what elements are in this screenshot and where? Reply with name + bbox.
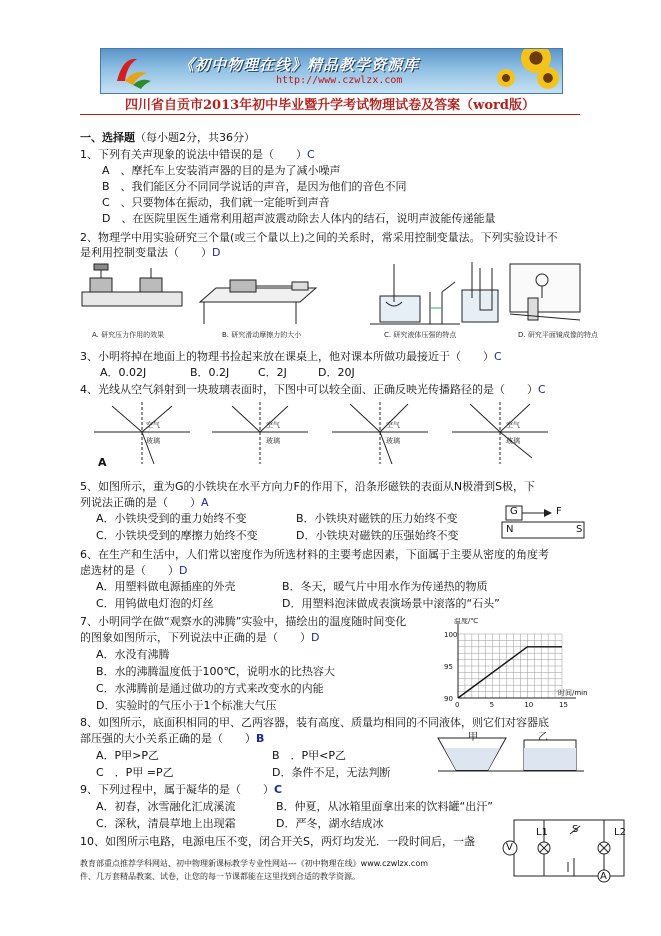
y-tick-label: 90 [444,695,453,703]
q4-label-glass: 玻璃 [266,437,280,445]
q5-label-g: G [510,506,518,517]
q10-label-a: A [600,871,607,882]
chart-axes [458,624,576,698]
chart-x-label: 时间/min [558,689,588,697]
footer-line1: 教育部重点推荐学科网站、初中物理新课标教学专业性网站---《初中物理在线》www.czwlzx.com [80,859,429,868]
q3-option-d: D．20J [318,366,355,379]
site-logo-icon [111,51,153,91]
q9-answer: C [274,783,283,796]
q6-option-c: C．用钨做电灯泡的灯丝 [96,597,214,610]
q6-option-a: A．用塑料做电源插座的外壳 [96,580,236,593]
q7-boiling-chart [428,618,590,710]
sunflower-decoration [497,69,515,87]
q4-figure-a [94,402,190,464]
x-tick-label: 10 [524,701,534,709]
q5-answer: A [201,496,209,509]
q6-option-d: D．用塑料泡沫做成表演场景中滚落的“石头” [282,597,500,610]
q5-option-c: C．小铁块受到的摩擦力始终不变 [96,529,258,542]
q4-label-air: 空气 [146,421,160,429]
q8-answer: B [256,732,265,745]
q6-option-b: B．冬天，暖气片中用水作为传递热的物质 [282,580,488,593]
q6-answer: D [179,564,188,577]
q5-label-n: N [506,524,514,535]
q2-figure-c2 [462,262,498,322]
q7-stem-line1: 7、小明同学在做“观察水的沸腾”实验中，描绘出的温度随时间变化 [80,615,407,628]
q1-option-d: D 、在医院里医生通常利用超声波震动除去人体内的结石，说明声波能传递能量 [102,212,496,225]
q10-label-l2: L2 [614,827,626,838]
q8-label-yi: 乙 [538,732,548,743]
q4-answer: C [538,383,546,396]
q5-label-f: F [556,506,562,517]
site-banner [100,48,563,94]
q4-label-glass: 玻璃 [506,437,520,445]
q3-answer: C [494,350,502,363]
q2-figure-a [82,264,182,306]
q3-stem-text: 3、小明将掉在地面上的物理书捡起来放在课桌上，他对课本所做功最接近于（ ） [80,350,494,363]
q10-label-s: S [572,824,579,835]
q8-stem-line1: 8、如图所示，底面积相同的甲、乙两容器，装有高度、质量均相同的不同液体，则它们对容器底 [80,716,549,729]
x-tick-label: 0 [455,701,460,709]
section-heading-note: （每小题2分，共36分） [135,131,255,144]
q4-label-glass: 玻璃 [146,437,160,445]
q5-option-b: B．小铁块对磁铁的压力始终不变 [296,512,458,525]
q7-option-d: D．实验时的气压小于1个标准大气压 [96,699,277,712]
q3-stem [80,350,502,364]
q7-option-c: C．水沸腾前是通过做功的方式来改变水的内能 [96,682,324,695]
q10-label-l1: L1 [536,827,548,838]
q4-figure-label-a: A [98,456,107,469]
q4-stem-text: 4、光线从空气斜射到一块玻璃表面时，下图中可以较全面、正确反映光传播路径的是（ ） [80,383,538,396]
q2-caption-b: B. 研究滑动摩擦力的大小 [222,331,302,339]
q2-caption-a: A. 研究压力作用的效果 [92,331,165,339]
q2-answer: D [212,246,221,259]
q4-label-air: 空气 [386,421,400,429]
banner-url: http://www.czwlzx.com [276,75,403,86]
q10-stem: 10、如图所示电路，电源电压不变，闭合开关S，两灯均发光．一段时间后，一盏 [80,835,475,848]
q7-option-b: B．水的沸腾温度低于100℃，说明水的比热容大 [96,665,335,678]
q1-option-a: A 、摩托车上安装消声器的目的是为了减小噪声 [102,164,341,177]
q9-stem-text: 9、下列过程中，属于凝华的是（ ） [80,783,274,796]
x-tick-label: 15 [559,701,568,709]
q8-option-b: B ．P甲<P乙 [272,749,347,762]
q6-stem-line2 [80,564,187,578]
q8-option-c: C ．P甲 =P乙 [96,766,174,779]
q4-label-glass: 玻璃 [386,437,400,445]
q4-label-air: 空气 [266,421,280,429]
y-tick-label: 95 [444,663,453,671]
q9-option-b: B．仲夏，从冰箱里面拿出来的饮料罐“出汗” [276,800,493,813]
q8-stem-line2 [80,732,264,746]
q2-figure-d [510,264,580,320]
q8-containers-figure [436,730,586,774]
q2-caption-d: D. 研究平面镜成像的特点 [518,331,598,339]
footer-line2: 件、几万套精品教案、试卷，让您的每一节课都能在这里找到合适的教学资源。 [80,872,360,881]
q9-option-d: D．严冬，湖水结成冰 [276,817,384,830]
q5-option-d: D．小铁块对磁铁的压强始终不变 [296,529,459,542]
q8-option-a: A．P甲>P乙 [96,749,160,762]
q2-figure-c [370,264,460,324]
q8-label-jia: 甲 [468,732,478,743]
q1-stem-text: 1、下列有关声现象的说法中错误的是（ ） [80,148,307,161]
q4-light-path-figures [92,398,562,470]
banner-title: 《初中物理在线》精品教学资源库 [179,56,420,74]
q7-stem-line2 [80,631,319,645]
q8-option-d: D．条件不足，无法判断 [272,766,391,779]
q10-label-v: V [506,842,513,853]
q1-option-b: B 、我们能区分不同同学说话的声音，是因为他们的音色不同 [102,180,407,193]
q2-stem-line1: 2、物理学中用实验研究三个量(或三个量以上)之间的关系时，常采用控制变量法。下列实验设计不 [80,231,558,244]
q2-figure-b [200,280,316,324]
q10-circuit-figure [496,814,638,886]
q3-option-b: B．0.2J [190,366,230,379]
q4-figure-b [212,402,308,464]
document-title: 四川省自贡市2013年初中毕业暨升学考试物理试卷及答案（word版） [80,94,580,115]
chart-grid [458,634,562,698]
section-heading [80,131,255,145]
q1-answer: C [307,148,315,161]
q5-stem-line2 [80,496,209,510]
q5-label-s: S [576,524,583,535]
chart-ticks [444,631,568,709]
q5-stem-text: 列说法正确的是（ ） [80,496,201,509]
q9-stem [80,783,282,797]
q2-caption-c: C. 研究液体压强的特点 [384,331,457,339]
chart-y-label: 温度/℃ [454,618,479,625]
q5-option-a: A．小铁块受到的重力始终不变 [96,512,247,525]
q7-stem-text: 的图象如图所示，下列说法中正确的是（ ） [80,631,311,644]
q6-stem-line1: 6、在生产和生活中，人们常以密度作为所选材料的主要考虑因素，下面属于主要从密度的角度考 [80,548,549,561]
y-tick-label: 100 [444,631,458,639]
q4-figure-c [332,402,428,464]
q2-stem-text: 是利用控制变量法（ ） [80,246,212,259]
q2-stem-line2 [80,246,220,260]
sunflower-decoration [537,67,559,89]
q7-answer: D [311,631,320,644]
q5-stem-line1: 5、如图所示，重为G的小铁块在水平方向力F的作用下，沿条形磁铁的表面从N极滑到S极，下 [80,480,536,493]
q3-option-a: A．0.02J [100,366,147,379]
q7-option-a: A．水没有沸腾 [96,648,170,661]
q3-option-c: C．2J [258,366,287,379]
x-tick-label: 5 [489,701,495,709]
page-footer [80,857,428,883]
q4-label-air: 空气 [506,421,520,429]
q4-figure-d [452,402,548,464]
q6-stem-text: 虑选材的是（ ） [80,564,179,577]
q1-stem [80,148,315,162]
section-heading-label: 一、选择题 [80,131,135,144]
q9-option-c: C．深秋，清晨草地上出现霜 [96,817,236,830]
q8-stem-text: 部压强的大小关系正确的是（ ） [80,732,256,745]
q9-option-a: A．初春，冰雪融化汇成溪流 [96,800,236,813]
q4-stem [80,383,546,397]
q1-option-c: C 、只要物体在振动，我们就一定能听到声音 [102,196,330,209]
